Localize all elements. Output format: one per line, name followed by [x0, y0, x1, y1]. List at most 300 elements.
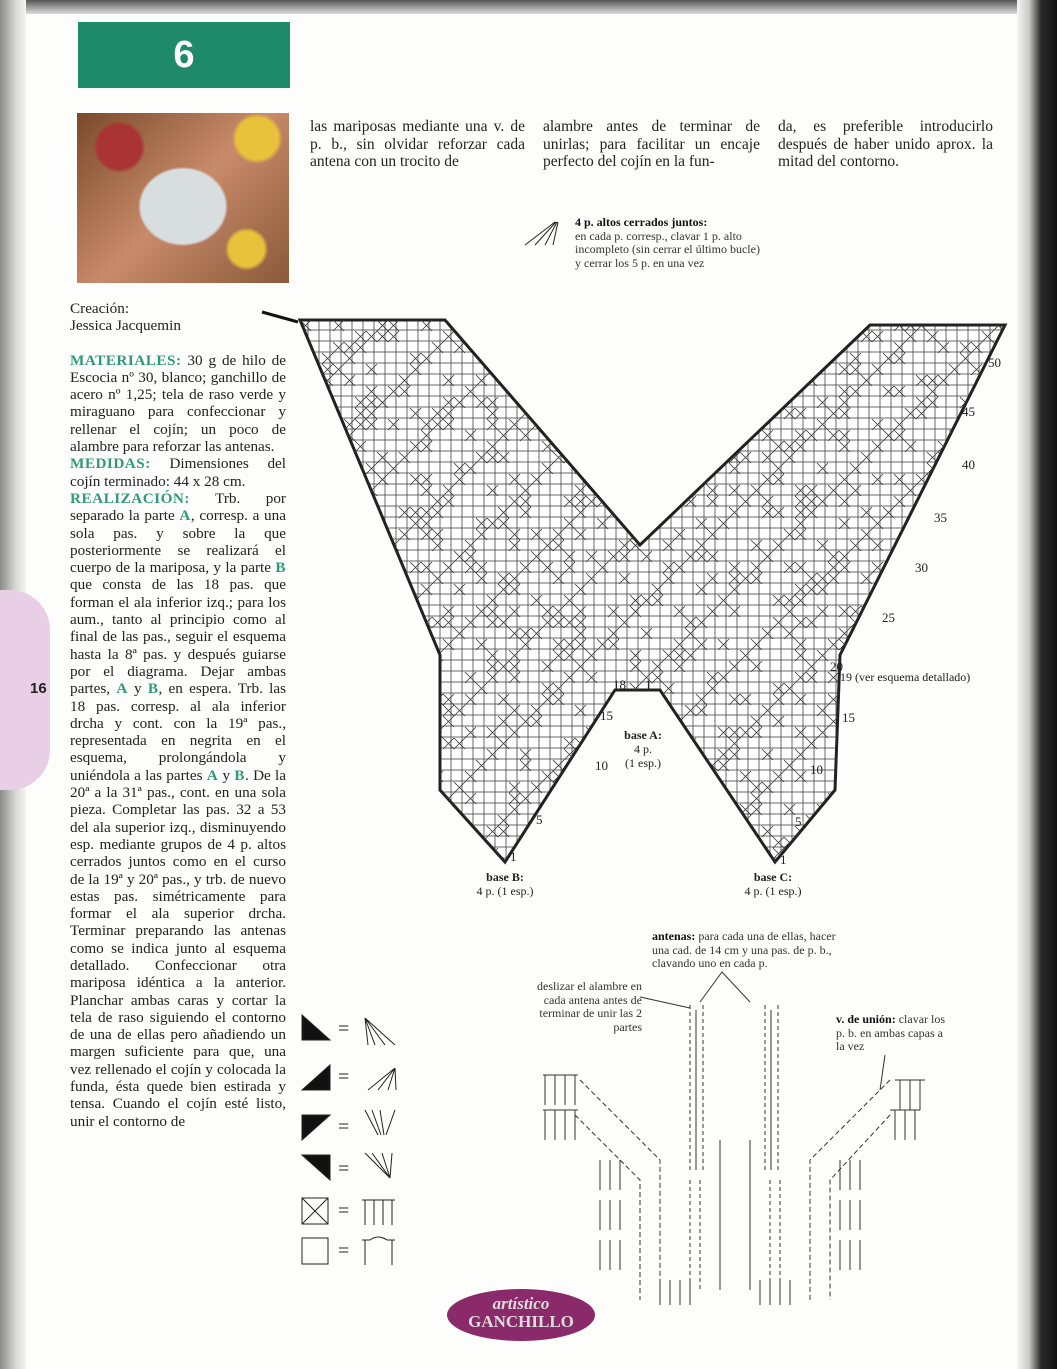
filled-mesh-cell [993, 474, 1004, 485]
filled-mesh-cell [861, 760, 872, 771]
filled-mesh-cell [619, 705, 630, 716]
filled-mesh-cell [927, 617, 938, 628]
row-19-label: 19 (ver esquema detallado) [840, 670, 971, 684]
filled-mesh-cell [399, 760, 410, 771]
filled-mesh-cell [839, 837, 850, 848]
filled-mesh-cell [553, 386, 564, 397]
filled-mesh-cell [597, 386, 608, 397]
filled-mesh-cell [641, 485, 652, 496]
filled-mesh-cell [564, 859, 575, 870]
filled-mesh-cell [872, 782, 883, 793]
filled-mesh-cell [927, 771, 938, 782]
filled-mesh-cell [300, 551, 311, 562]
filled-mesh-cell [652, 705, 663, 716]
row-label: 5 [536, 812, 543, 827]
filled-mesh-cell [971, 573, 982, 584]
filled-mesh-cell [982, 562, 993, 573]
filled-mesh-cell [311, 694, 322, 705]
filled-mesh-cell [630, 452, 641, 463]
filled-mesh-cell [630, 815, 641, 826]
filled-mesh-cell [729, 430, 740, 441]
filled-mesh-cell [696, 474, 707, 485]
filled-mesh-cell [531, 859, 542, 870]
filled-mesh-cell [322, 859, 333, 870]
filled-mesh-cell [806, 859, 817, 870]
filled-mesh-cell [344, 793, 355, 804]
filled-mesh-cell [355, 804, 366, 815]
filled-mesh-cell [663, 804, 674, 815]
filled-mesh-cell [300, 397, 311, 408]
row-label: 45 [962, 404, 975, 419]
filled-mesh-cell [674, 331, 685, 342]
filled-mesh-cell [960, 738, 971, 749]
row-label: 50 [988, 355, 1001, 370]
filled-mesh-cell [927, 551, 938, 562]
filled-mesh-cell [399, 738, 410, 749]
filled-mesh-cell [1004, 617, 1015, 628]
row-label: 1 [645, 677, 652, 692]
filled-mesh-cell [861, 815, 872, 826]
filled-mesh-cell [993, 551, 1004, 562]
filled-mesh-cell [377, 628, 388, 639]
filled-mesh-cell [630, 419, 641, 430]
filled-mesh-cell [630, 826, 641, 837]
filled-mesh-cell [927, 782, 938, 793]
filled-mesh-cell [388, 848, 399, 859]
filled-mesh-cell [828, 837, 839, 848]
filled-mesh-cell [960, 782, 971, 793]
filled-mesh-cell [993, 628, 1004, 639]
filled-mesh-cell [718, 826, 729, 837]
part-a: A [206, 766, 219, 784]
filled-mesh-cell [619, 441, 630, 452]
legend-equals: = [338, 1200, 350, 1222]
filled-mesh-cell [674, 826, 685, 837]
filled-mesh-cell [608, 782, 619, 793]
filled-mesh-cell [949, 859, 960, 870]
page-number: 16 [30, 680, 47, 697]
filled-mesh-cell [542, 859, 553, 870]
filled-mesh-cell [1004, 694, 1015, 705]
filled-mesh-cell [916, 529, 927, 540]
part-b: B [275, 559, 286, 577]
magazine-logo [447, 1289, 595, 1341]
filled-mesh-cell [355, 507, 366, 518]
filled-mesh-cell [641, 441, 652, 452]
filled-mesh-cell [916, 507, 927, 518]
filled-mesh-cell [839, 320, 850, 331]
filled-mesh-cell [553, 782, 564, 793]
filled-mesh-cell [1004, 342, 1015, 353]
filled-mesh-cell [608, 848, 619, 859]
filled-mesh-cell [498, 353, 509, 364]
filled-mesh-cell [322, 606, 333, 617]
filled-mesh-cell [905, 639, 916, 650]
filled-mesh-cell [982, 815, 993, 826]
filled-mesh-cell [740, 419, 751, 430]
text: , corresp. a una sola pas. y sobre la que posteriormente se realizará el cuerpo de la mariposa, y la parte [70, 507, 286, 577]
filled-mesh-cell [619, 694, 630, 705]
filled-mesh-cell [707, 837, 718, 848]
filled-mesh-cell [344, 617, 355, 628]
filled-mesh-cell [960, 584, 971, 595]
filled-mesh-cell [355, 496, 366, 507]
row-label: 5 [795, 814, 802, 829]
filled-mesh-cell [421, 738, 432, 749]
filled-mesh-cell [971, 650, 982, 661]
base-a-detail: 4 p. [634, 742, 652, 756]
filled-mesh-cell [993, 804, 1004, 815]
filled-mesh-cell [762, 859, 773, 870]
filled-mesh-cell [476, 342, 487, 353]
filled-mesh-cell [839, 738, 850, 749]
filled-mesh-cell [971, 419, 982, 430]
text: que consta de las 18 pas. que forman el ala inferior izq.; para los aum., tanto al principio como al final de las pas., seguir el esquema hasta la 8ª pas. y después guiarse por el diagrama. Dejar ambas partes, [70, 576, 286, 698]
filled-mesh-cell [498, 342, 509, 353]
filled-mesh-cell [355, 760, 366, 771]
filled-mesh-cell [377, 837, 388, 848]
filled-mesh-cell [300, 727, 311, 738]
row-label: 25 [882, 610, 895, 625]
filled-mesh-cell [421, 782, 432, 793]
filled-mesh-cell [806, 848, 817, 859]
filled-mesh-cell [531, 837, 542, 848]
filled-mesh-cell [311, 386, 322, 397]
filled-mesh-cell [696, 826, 707, 837]
filled-mesh-cell [883, 793, 894, 804]
filled-mesh-cell [355, 628, 366, 639]
filled-mesh-cell [1004, 628, 1015, 639]
union-text: clavar los p. b. en ambas capas a la vez [836, 1012, 946, 1053]
base-c-label [733, 870, 813, 898]
filled-mesh-cell [652, 507, 663, 518]
filled-mesh-cell [740, 386, 751, 397]
filled-mesh-cell [872, 628, 883, 639]
filled-mesh-cell [894, 716, 905, 727]
filled-mesh-cell [311, 485, 322, 496]
filled-mesh-cell [696, 837, 707, 848]
filled-mesh-cell [344, 694, 355, 705]
filled-mesh-cell [399, 628, 410, 639]
filled-mesh-cell [333, 804, 344, 815]
filled-mesh-cell [872, 650, 883, 661]
filled-mesh-cell [630, 441, 641, 452]
filled-mesh-cell [333, 595, 344, 606]
filled-mesh-cell [652, 430, 663, 441]
filled-mesh-cell [916, 859, 927, 870]
filled-mesh-cell [322, 551, 333, 562]
filled-mesh-cell [872, 760, 883, 771]
filled-mesh-cell [575, 342, 586, 353]
filled-mesh-cell [938, 562, 949, 573]
filled-mesh-cell [971, 848, 982, 859]
filled-mesh-cell [740, 331, 751, 342]
filled-mesh-cell [663, 441, 674, 452]
filled-mesh-cell [960, 540, 971, 551]
filled-mesh-cell [641, 386, 652, 397]
filled-mesh-cell [817, 342, 828, 353]
filled-mesh-cell [938, 584, 949, 595]
filled-mesh-cell [300, 441, 311, 452]
filled-mesh-cell [597, 859, 608, 870]
filled-mesh-cell [344, 705, 355, 716]
filled-mesh-cell [553, 837, 564, 848]
filled-mesh-cell [388, 683, 399, 694]
filled-mesh-cell [960, 419, 971, 430]
filled-mesh-cell [564, 386, 575, 397]
text: Trb. por separado la parte [70, 489, 286, 525]
filled-mesh-cell [905, 716, 916, 727]
filled-mesh-cell [971, 606, 982, 617]
filled-mesh-cell [1004, 661, 1015, 672]
filled-mesh-cell [322, 529, 333, 540]
filled-mesh-cell [322, 760, 333, 771]
row-label: 18 [613, 677, 626, 692]
filled-mesh-cell [333, 441, 344, 452]
filled-mesh-cell [652, 364, 663, 375]
filled-mesh-cell [333, 672, 344, 683]
filled-mesh-cell [597, 397, 608, 408]
filled-mesh-cell [993, 419, 1004, 430]
filled-mesh-cell [575, 353, 586, 364]
filled-mesh-cell [344, 507, 355, 518]
filled-mesh-cell [575, 815, 586, 826]
filled-mesh-cell [949, 551, 960, 562]
filled-mesh-cell [333, 749, 344, 760]
filled-mesh-cell [311, 661, 322, 672]
filled-mesh-cell [850, 771, 861, 782]
filled-mesh-cell [1004, 782, 1015, 793]
base-b-label [465, 870, 545, 898]
filled-mesh-cell [344, 452, 355, 463]
legend-equals: = [338, 1240, 350, 1262]
filled-mesh-cell [751, 331, 762, 342]
filled-mesh-cell [894, 837, 905, 848]
filled-mesh-cell [960, 815, 971, 826]
filled-mesh-cell [322, 683, 333, 694]
filled-mesh-cell [421, 804, 432, 815]
filled-mesh-cell [542, 848, 553, 859]
filled-mesh-cell [399, 727, 410, 738]
filled-mesh-cell [377, 705, 388, 716]
text: , en espera. Trb. las 18 pas. corresp. al ala inferior drcha y cont. con la 19ª pas., representada en negrita en el esquema, prolongándola y uniéndola a las partes [70, 680, 286, 784]
filled-mesh-cell [1004, 386, 1015, 397]
filled-mesh-cell [1004, 507, 1015, 518]
filled-mesh-cell [685, 782, 696, 793]
filled-mesh-cell [366, 606, 377, 617]
filled-mesh-cell [575, 463, 586, 474]
filled-mesh-cell [960, 760, 971, 771]
text: y [218, 766, 235, 784]
text-column-4: da, es preferible introducirlo después de haber unido aprox. la mitad del contorno. [778, 118, 993, 170]
antenas-note [652, 930, 852, 971]
filled-mesh-cell [421, 661, 432, 672]
filled-mesh-cell [1004, 540, 1015, 551]
filled-mesh-cell [949, 826, 960, 837]
filled-mesh-cell [696, 771, 707, 782]
filled-mesh-cell [729, 331, 740, 342]
filled-mesh-cell [949, 518, 960, 529]
filled-mesh-cell [300, 628, 311, 639]
filled-mesh-cell [718, 364, 729, 375]
filled-mesh-cell [938, 529, 949, 540]
filled-mesh-cell [883, 727, 894, 738]
base-c-detail: 4 p. (1 esp.) [744, 884, 802, 898]
legend-equals: = [338, 1158, 350, 1180]
filled-mesh-cell [355, 727, 366, 738]
filled-mesh-cell [564, 375, 575, 386]
legend-equals: = [338, 1018, 350, 1040]
materiales-text: 30 g de hilo de Escocia nº 30, blanco; ganchillo de acero nº 1,25; tela de raso verde y miraguano para confeccionar y rellenar el cojín; un poco de alambre para reforzar las antenas. [70, 351, 286, 456]
filled-mesh-cell [630, 375, 641, 386]
filled-mesh-cell [861, 694, 872, 705]
filled-mesh-cell [542, 320, 553, 331]
filled-mesh-cell [993, 727, 1004, 738]
filled-mesh-cell [542, 364, 553, 375]
filled-mesh-cell [828, 848, 839, 859]
filled-mesh-cell [333, 507, 344, 518]
filled-mesh-cell [432, 804, 443, 815]
filled-mesh-cell [938, 760, 949, 771]
filled-mesh-cell [322, 496, 333, 507]
filled-mesh-cell [652, 353, 663, 364]
filled-mesh-cell [828, 331, 839, 342]
filled-mesh-cell [993, 771, 1004, 782]
filled-mesh-cell [641, 826, 652, 837]
filled-mesh-cell [300, 562, 311, 573]
filled-mesh-cell [905, 804, 916, 815]
filled-mesh-cell [322, 837, 333, 848]
filled-mesh-cell [421, 683, 432, 694]
union-note [836, 1013, 951, 1054]
filled-mesh-cell [1004, 749, 1015, 760]
filled-mesh-cell [883, 749, 894, 760]
filled-mesh-cell [300, 584, 311, 595]
legend-equals: = [338, 1066, 350, 1088]
filled-mesh-cell [861, 837, 872, 848]
filled-mesh-cell [575, 826, 586, 837]
filled-mesh-cell [927, 859, 938, 870]
filled-mesh-cell [542, 397, 553, 408]
filled-mesh-cell [399, 837, 410, 848]
filled-mesh-cell [586, 826, 597, 837]
filled-mesh-cell [971, 485, 982, 496]
filled-mesh-cell [850, 694, 861, 705]
filled-mesh-cell [949, 441, 960, 452]
filled-mesh-cell [949, 529, 960, 540]
stitch-note-title: 4 p. altos cerrados juntos: [575, 215, 708, 229]
filled-mesh-cell [388, 672, 399, 683]
filled-mesh-cell [311, 529, 322, 540]
text-column-2: las mariposas mediante una v. de p. b., sin olvidar reforzar cada antena con un trocito de [310, 118, 525, 170]
filled-mesh-cell [927, 628, 938, 639]
filled-mesh-cell [938, 705, 949, 716]
filled-mesh-cell [344, 848, 355, 859]
part-a: A [179, 507, 191, 525]
filled-mesh-cell [729, 364, 740, 375]
butterfly-filet-chart [262, 312, 1015, 870]
row-label: 10 [595, 758, 608, 773]
base-a-title: base A: [624, 728, 662, 742]
filled-mesh-cell [366, 562, 377, 573]
filled-mesh-cell [960, 518, 971, 529]
filled-mesh-cell [839, 782, 850, 793]
antenas-label: antenas: [652, 929, 696, 943]
filled-mesh-cell [553, 430, 564, 441]
filled-mesh-cell [333, 650, 344, 661]
row-label: 1 [510, 849, 517, 864]
filled-mesh-cell [311, 463, 322, 474]
filled-mesh-cell [300, 419, 311, 430]
antenas-text: para cada una de ellas, hacer una cad. de 14 cm y una pas. de p. b., clavando uno en cada p. [652, 929, 836, 970]
filled-mesh-cell [663, 320, 674, 331]
filled-mesh-cell [586, 430, 597, 441]
filled-mesh-cell [388, 782, 399, 793]
filled-mesh-cell [982, 672, 993, 683]
filled-mesh-cell [641, 837, 652, 848]
part-a: A [116, 680, 128, 698]
filled-mesh-cell [927, 529, 938, 540]
filled-mesh-cell [982, 573, 993, 584]
filled-mesh-cell [575, 804, 586, 815]
filled-mesh-cell [531, 320, 542, 331]
realizacion-label: REALIZACIÓN: [70, 489, 190, 507]
filled-mesh-cell [927, 848, 938, 859]
row-label: 40 [962, 457, 975, 472]
filled-mesh-cell [355, 771, 366, 782]
filled-mesh-cell [608, 474, 619, 485]
filled-mesh-cell [729, 815, 740, 826]
filled-mesh-cell [597, 331, 608, 342]
filled-mesh-cell [894, 727, 905, 738]
filled-mesh-cell [388, 661, 399, 672]
filled-mesh-cell [355, 738, 366, 749]
filled-mesh-cell [762, 320, 773, 331]
filled-mesh-cell [597, 408, 608, 419]
credit-label: Creación: [70, 300, 130, 317]
filled-mesh-cell [806, 353, 817, 364]
filled-mesh-cell [300, 408, 311, 419]
filled-mesh-cell [597, 342, 608, 353]
filled-mesh-cell [839, 859, 850, 870]
filled-mesh-cell [520, 386, 531, 397]
logo-line2: GANCHILLO [468, 1312, 574, 1331]
filled-mesh-cell [410, 716, 421, 727]
filled-mesh-cell [960, 639, 971, 650]
filled-mesh-cell [916, 771, 927, 782]
filled-mesh-cell [806, 837, 817, 848]
filled-mesh-cell [960, 507, 971, 518]
filled-mesh-cell [707, 441, 718, 452]
text-column-3: alambre antes de terminar de unirlas; para facilitar un encaje perfecto del cojín en la fun- [543, 118, 760, 170]
filled-mesh-cell [916, 540, 927, 551]
filled-mesh-cell [619, 826, 630, 837]
filled-mesh-cell [685, 749, 696, 760]
filled-mesh-cell [993, 408, 1004, 419]
filled-mesh-cell [652, 386, 663, 397]
filled-mesh-cell [355, 639, 366, 650]
filled-mesh-cell [619, 848, 630, 859]
filled-mesh-cell [795, 364, 806, 375]
filled-mesh-cell [993, 782, 1004, 793]
filled-mesh-cell [894, 573, 905, 584]
filled-mesh-cell [410, 815, 421, 826]
filled-mesh-cell [652, 716, 663, 727]
filled-mesh-cell [663, 364, 674, 375]
filled-mesh-cell [619, 331, 630, 342]
filled-mesh-cell [542, 386, 553, 397]
base-c-title: base C: [753, 870, 793, 884]
